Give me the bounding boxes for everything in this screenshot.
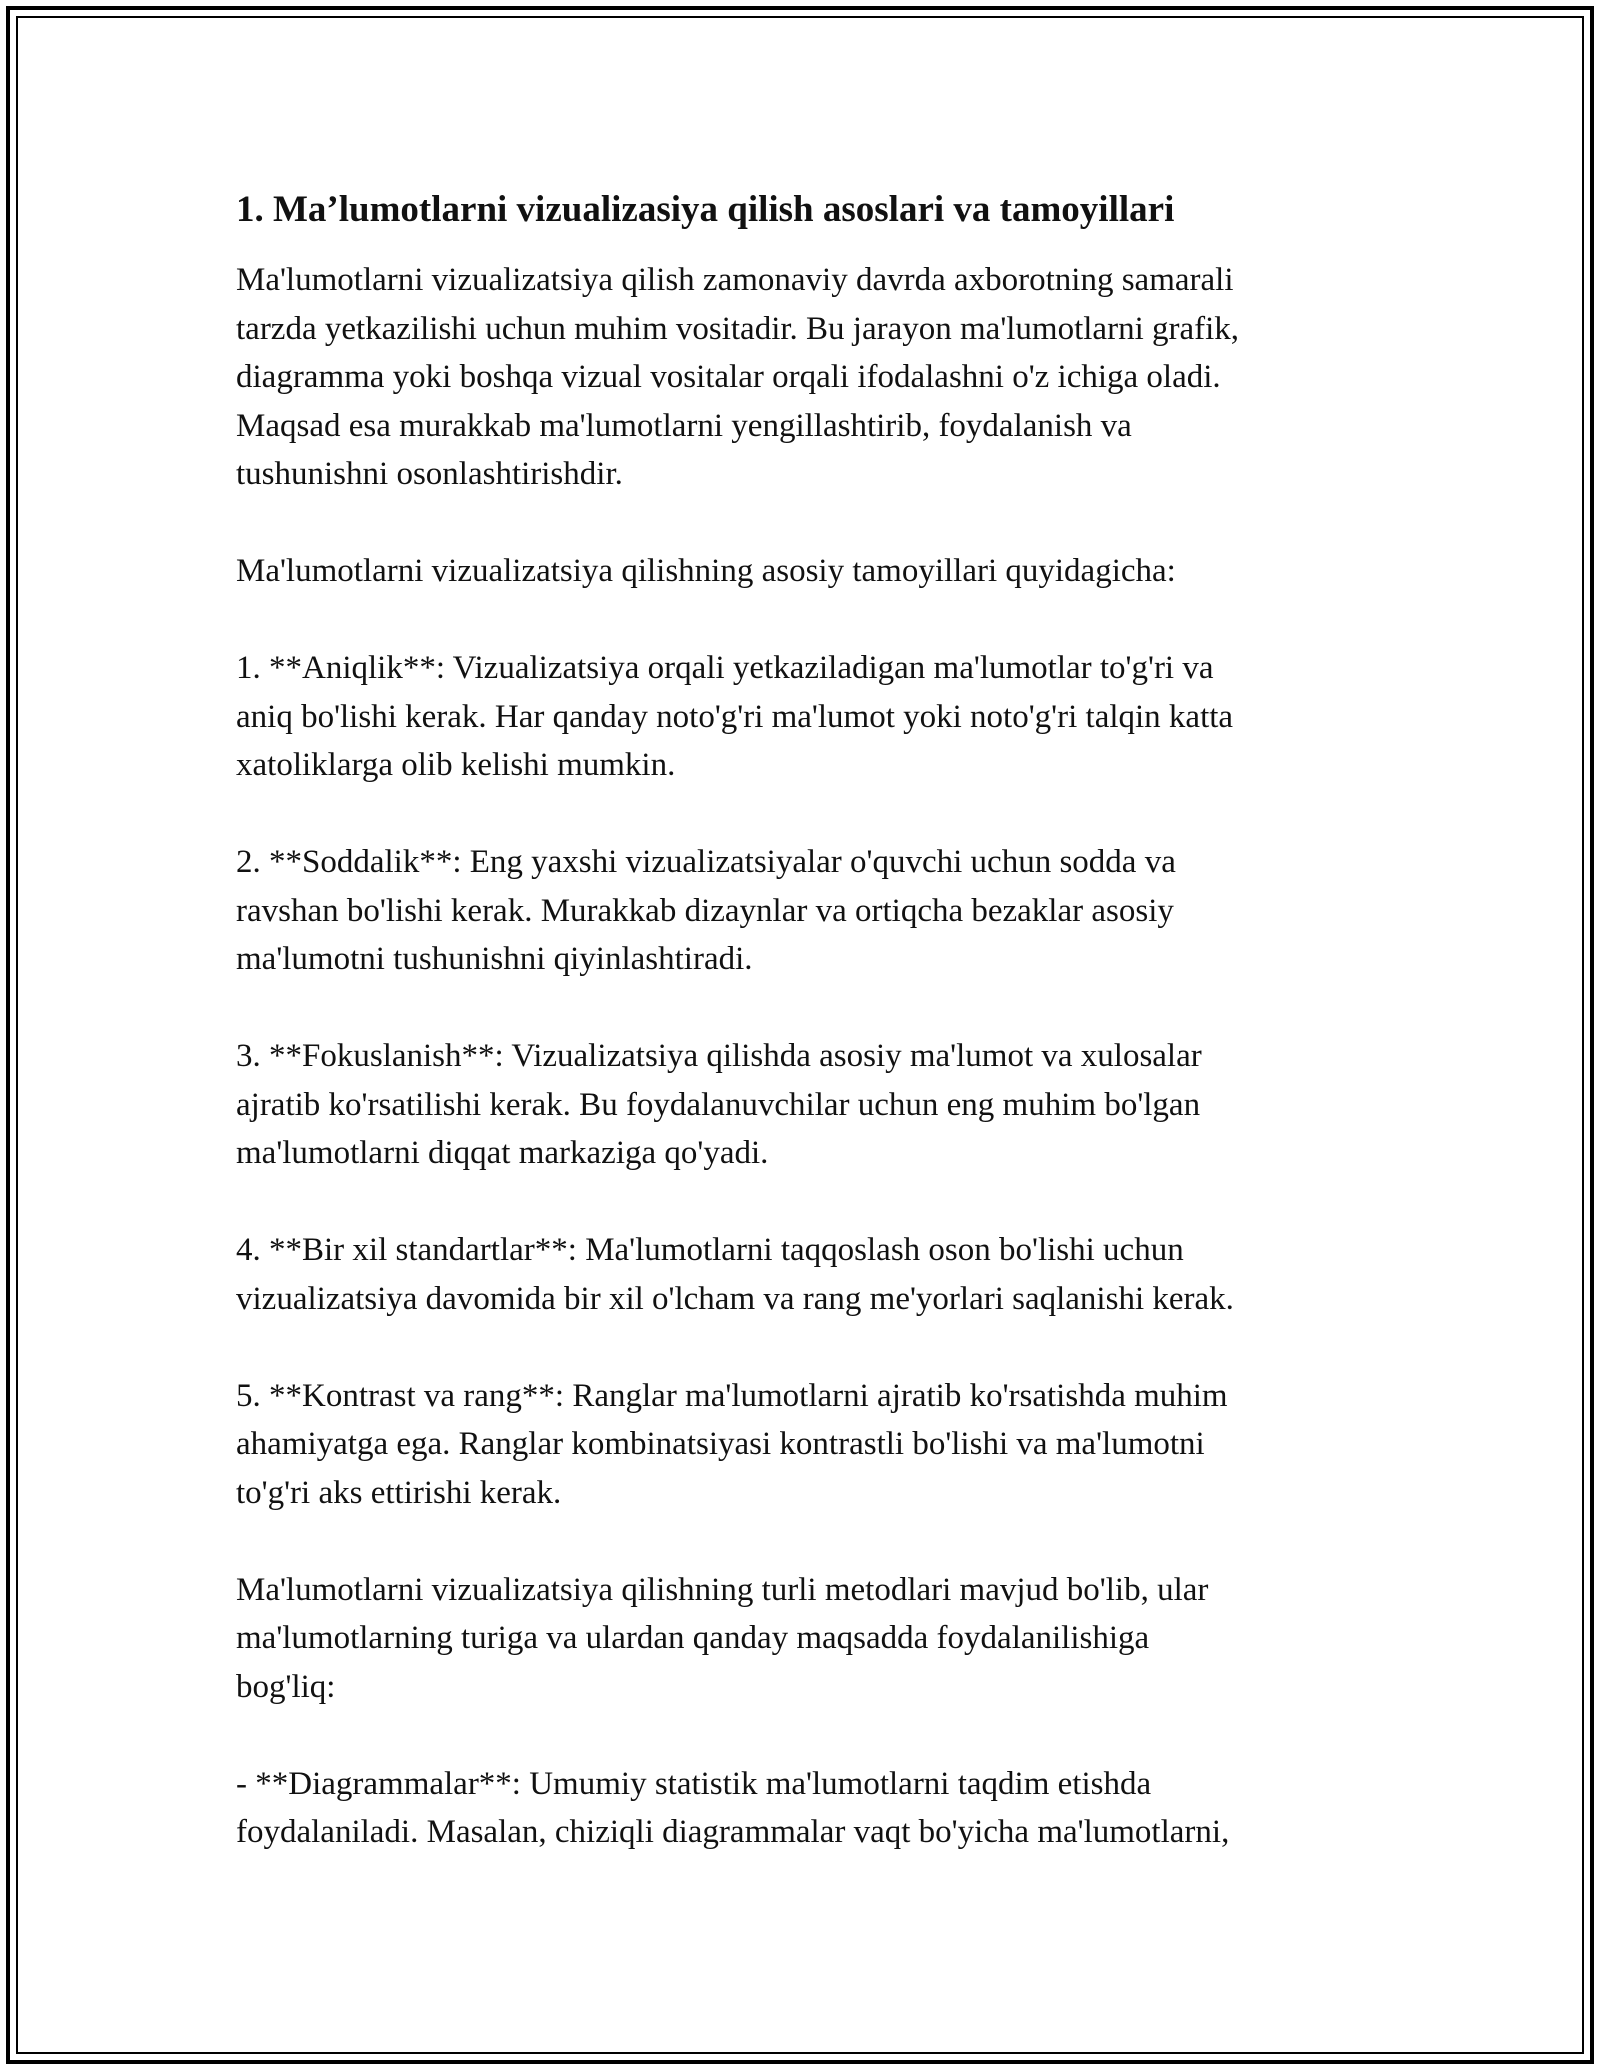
paragraph-principles-lead: Ma'lumotlarni vizualizatsiya qilishning asosiy tamoyillari quyidagicha: — [236, 553, 1176, 589]
page-title: 1. Ma’lumotlarni vizualizasiya qilish asoslari va tamoyillari — [236, 189, 1175, 230]
paragraph-principle-simplicity: 2. **Soddalik**: Eng yaxshi vizualizatsiyalar o'quvchi uchun sodda va ravshan bo'lishi kerak. Murakkab dizaynlar va ortiqcha bezaklar asosiy ma'lumotni tushunishni qiyinlashtiradi. — [236, 844, 1176, 977]
paragraph-intro: Ma'lumotlarni vizualizatsiya qilish zamonaviy davrda axborotning samarali tarzda yetkazilishi uchun muhim vositadir. Bu jarayon ma'lumotlarni grafik, diagramma yoki boshqa vizual vositalar orqali ifodalashni o'z ichiga oladi. Maqsad esa murakkab ma'lumotlarni yengillashtirib, foydalanish va tushunishni osonlashtirishdir. — [236, 262, 1240, 492]
document-body — [236, 186, 1366, 1857]
paragraph-methods-lead: Ma'lumotlarni vizualizatsiya qilishning turli metodlari mavjud bo'lib, ular ma'lumotlarning turiga va ulardan qanday maqsadda foydalanilishiga bog'liq: — [236, 1571, 1209, 1705]
paragraph-principle-accuracy: 1. **Aniqlik**: Vizualizatsiya orqali yetkaziladigan ma'lumotlar to'g'ri va aniq bo'lishi kerak. Har qanday noto'g'ri ma'lumot yoki noto'g'ri talqin katta xatoliklarga olib kelishi mumkin. — [236, 650, 1234, 783]
paragraph-principle-standards: 4. **Bir xil standartlar**: Ma'lumotlarni taqqoslash oson bo'lishi uchun vizualizatsiya davomida bir xil o'lcham va rang me'yorlari saqlanishi kerak. — [236, 1232, 1234, 1317]
paragraph-method-diagrams: - **Diagrammalar**: Umumiy statistik ma'lumotlarni taqdim etishda foydalaniladi. Masalan, chiziqli diagrammalar vaqt bo'yicha ma'lumotlarni, — [236, 1765, 1230, 1850]
paragraph-principle-contrast: 5. **Kontrast va rang**: Ranglar ma'lumotlarni ajratib ko'rsatishda muhim ahamiyatga ega. Ranglar kombinatsiyasi kontrastli bo'lishi va ma'lumotni to'g'ri aks ettirishi kerak. — [236, 1377, 1228, 1511]
paragraph-principle-focus: 3. **Fokuslanish**: Vizualizatsiya qilishda asosiy ma'lumot va xulosalar ajratib ko'rsatilishi kerak. Bu foydalanuvchilar uchun eng muhim bo'lgan ma'lumotlarni diqqat markaziga qo'yadi. — [236, 1038, 1202, 1171]
